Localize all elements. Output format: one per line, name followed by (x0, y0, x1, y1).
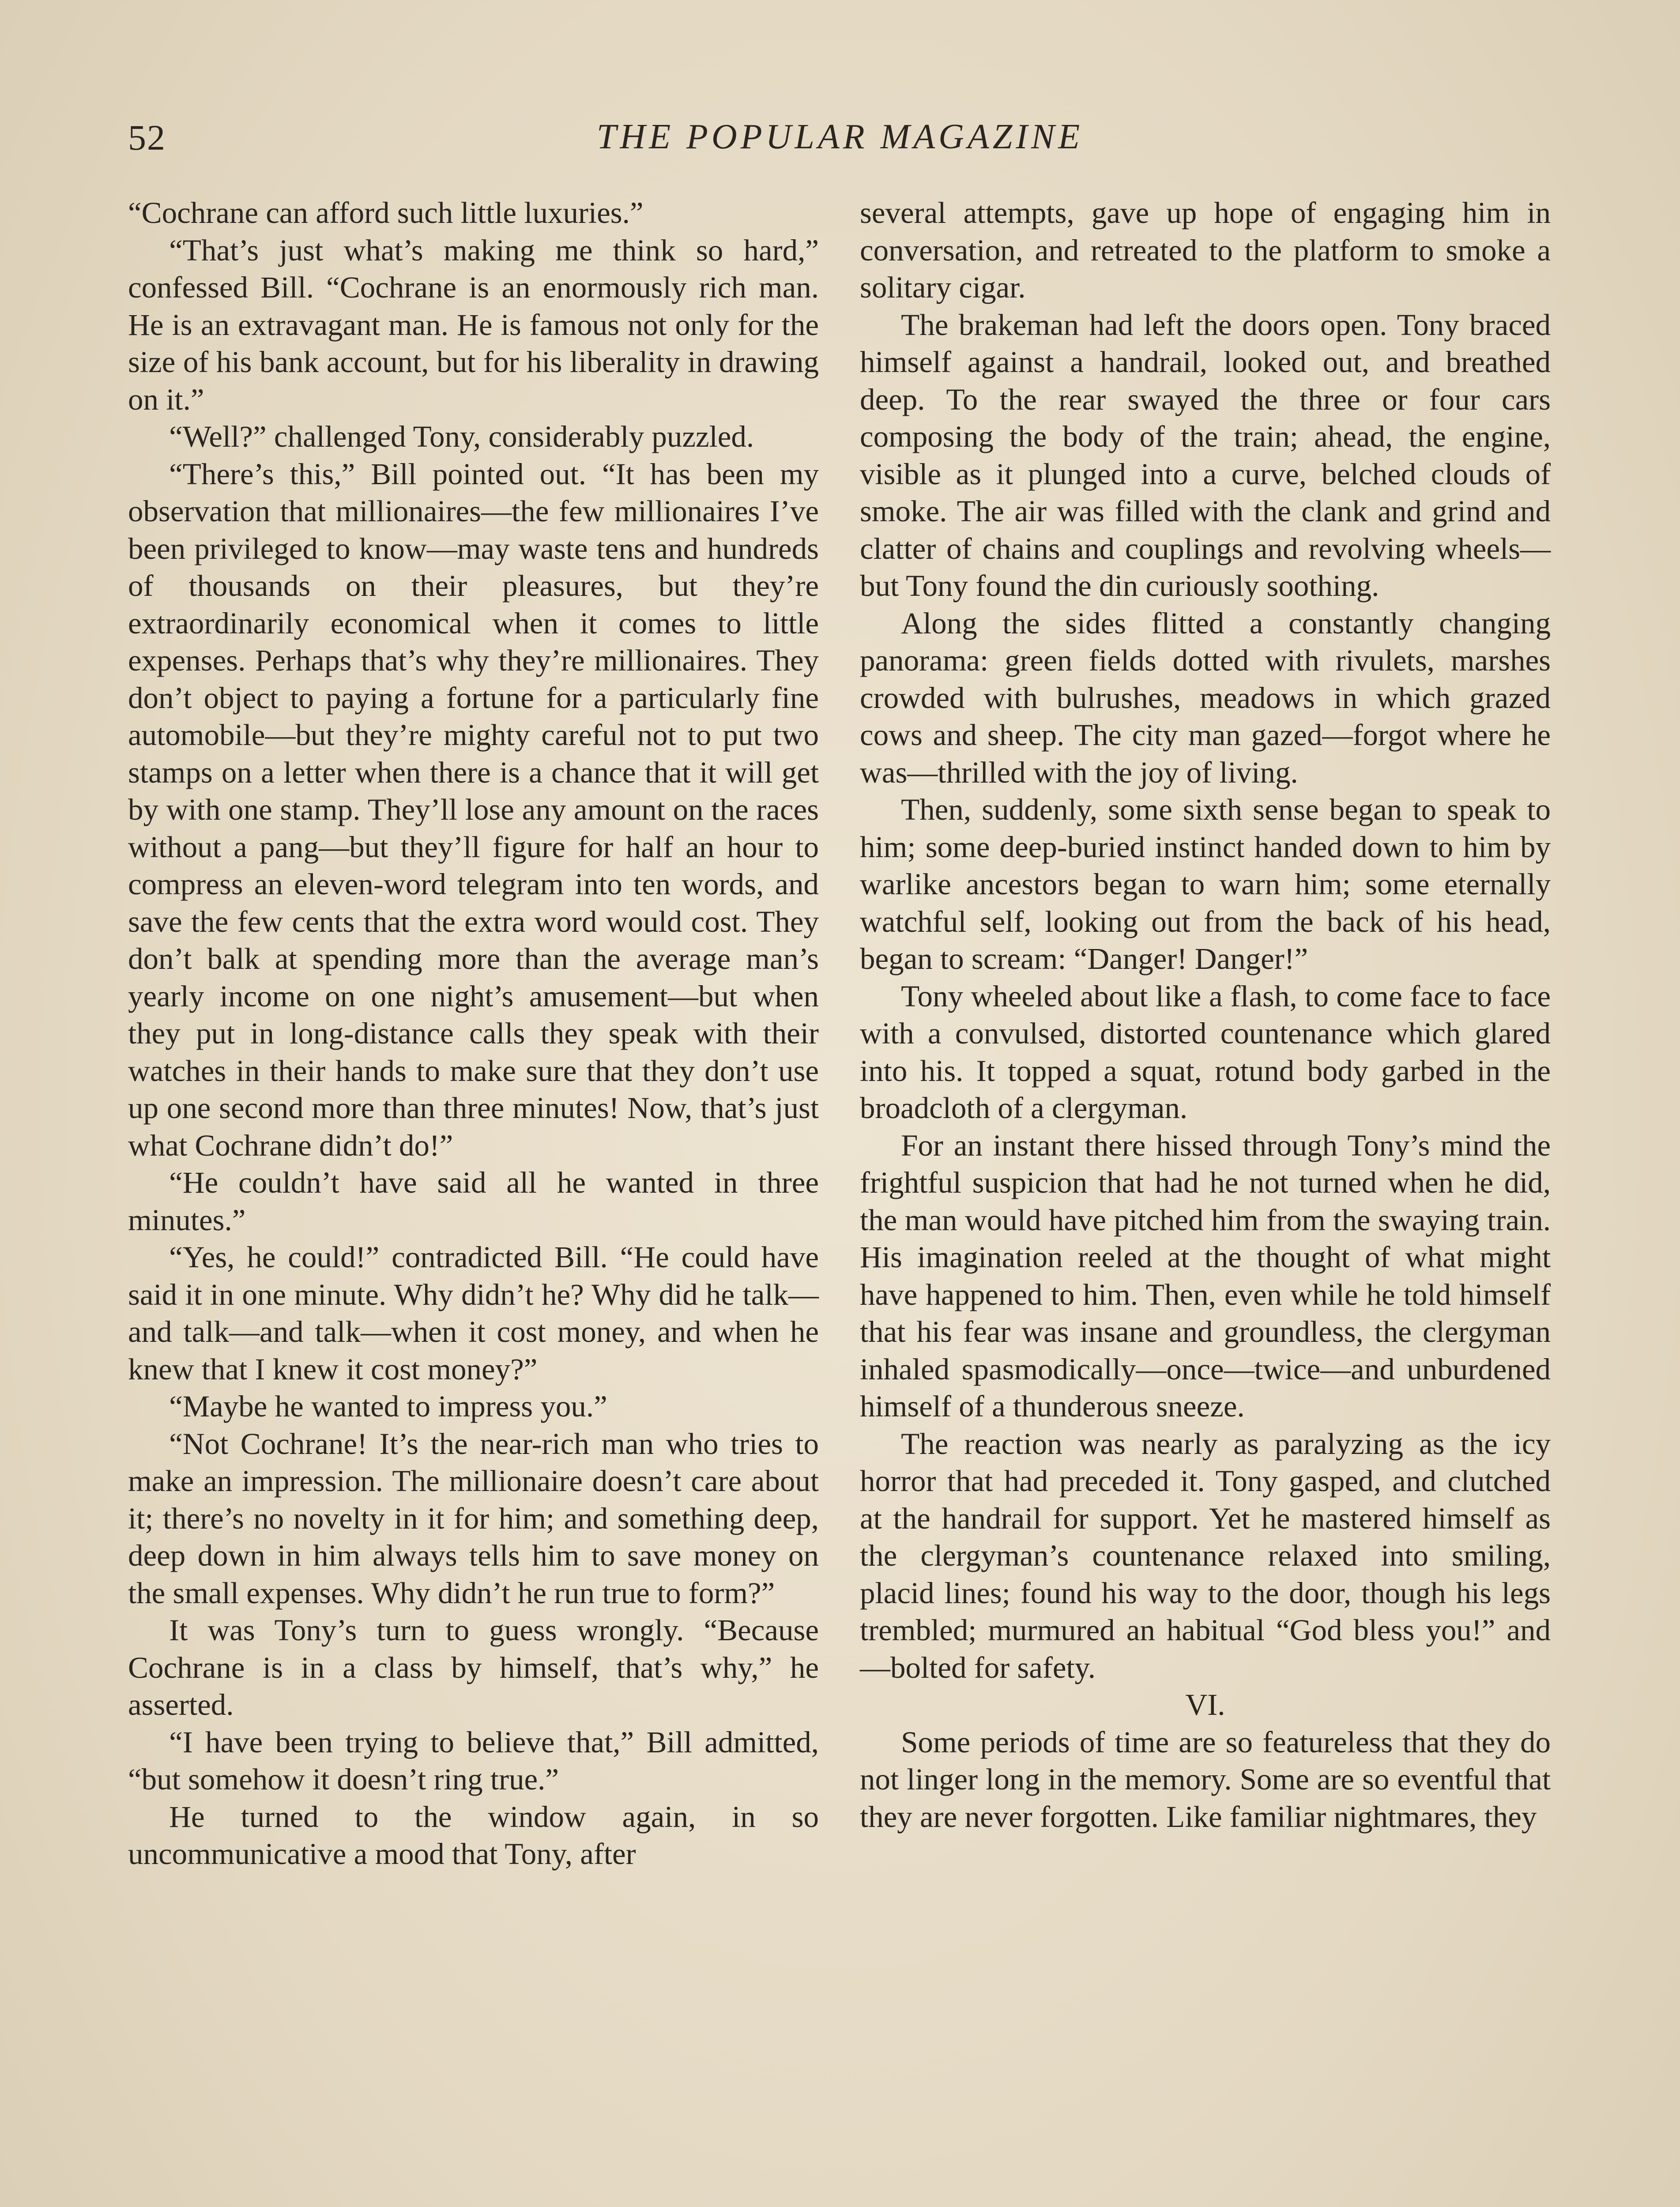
paragraph: He turned to the window again, in so uncommunicative a mood that Tony, after (128, 1800, 819, 1871)
paragraph: “Maybe he wanted to impress you.” (169, 1390, 607, 1423)
paragraph: Tony wheeled about like a flash, to come face to face with a convulsed, distorted countenance which glared into his. It topped a squat, rotund body garbed in the broadcloth of a clergyman. (860, 979, 1551, 1125)
paragraph: The reaction was nearly as paralyzing as the icy horror that had preceded it. Tony gasped, and clutched at the handrail for support. Yet he mastered himself as the clergyman’s countenance relaxed into smiling, placid lines; found his way to the door, though his legs trembled; murmured an habitual “God bless you!” and—bolted for safety. (860, 1427, 1551, 1684)
paragraph: The brakeman had left the doors open. Tony braced himself against a handrail, looked out, and breathed deep. To the rear swayed the three or four cars composing the body of the train; ahead, the engine, visible as it plunged into a curve, belched clouds of smoke. The air was filled with the clank and grind and clatter of chains and couplings and revolving wheels—but Tony found the din curiously soothing. (860, 308, 1551, 603)
paragraph: For an instant there hissed through Tony’s mind the frightful suspicion that had he not turned when he did, the man would have pitched him from the swaying train. His imagination reeled at the thought of what might have happened to him. Then, even while he told himself that his fear was insane and groundless, the clergyman inhaled spasmodically—once—twice—and unburdened himself of a thunderous sneeze. (860, 1128, 1551, 1423)
paragraph: Then, suddenly, some sixth sense began to speak to him; some deep-buried instinct handed down to him by warlike ancestors began to warn him; some eternally watchful self, looking out from the back of his head, began to scream: “Danger! Danger!” (860, 793, 1551, 975)
paragraph: It was Tony’s turn to guess wrongly. “Because Cochrane is in a class by himself, that’s why,” he asserted. (128, 1613, 819, 1721)
running-title: THE POPULAR MAGAZINE (596, 117, 1084, 156)
paragraph: Some periods of time are so featureless that they do not linger long in the memory. Some are so eventful that they are never forgotten. Like familiar nightmares, they (860, 1725, 1551, 1834)
paragraph: “Yes, he could!” contradicted Bill. “He could have said it in one minute. Why didn’t he? Why did he talk—and talk—and talk—when it cost money, and when he knew that I knew it cost money?” (128, 1240, 819, 1386)
paragraph: “That’s just what’s making me think so hard,” confessed Bill. “Cochrane is an enormously rich man. He is an extravagant man. He is famous not only for the size of his bank account, but for his liberality in drawing on it.” (128, 233, 819, 416)
paragraph: Along the sides flitted a constantly changing panorama: green fields dotted with rivulets, marshes crowded with bulrushes, meadows in which grazed cows and sheep. The city man gazed—forgot where he was—thrilled with the joy of living. (860, 606, 1551, 789)
paragraph: “Cochrane can afford such little luxuries.” (128, 196, 644, 230)
page-header (0, 113, 1680, 174)
page-number: 52 (128, 117, 166, 158)
paragraph: “Not Cochrane! It’s the near-rich man who tries to make an impression. The millionaire doesn’t care about it; there’s no novelty in it for him; and something deep, deep down in him always tells him to save money on the small expenses. Why didn’t he run true to form?” (128, 1427, 819, 1610)
paragraph: “He couldn’t have said all he wanted in three minutes.” (128, 1166, 819, 1237)
section-heading: VI. (1185, 1688, 1225, 1721)
paragraph: “I have been trying to believe that,” Bill admitted, “but somehow it doesn’t ring true.” (128, 1725, 819, 1796)
right-column (860, 194, 1551, 1835)
paragraph: “Well?” challenged Tony, considerably puzzled. (169, 420, 754, 453)
left-column (128, 194, 819, 1873)
paragraph: “There’s this,” Bill pointed out. “It has been my observation that millionaires—the few millionaires I’ve been privileged to know—may waste tens and hundreds of thousands on their pleasures, but they’re extraordinarily economical when it comes to little expenses. Perhaps that’s why they’re millionaires. They don’t object to paying a fortune for a particularly fine automobile—but they’re mighty careful not to put two stamps on a letter when there is a chance that it will get by with one stamp. They’ll lose any amount on the races without a pang—but they’ll figure for half an hour to compress an eleven-word telegram into ten words, and save the few cents that the extra word would cost. They don’t balk at spending more than the average man’s yearly income on one night’s amusement—but when they put in long-distance calls they speak with their watches in their hands to make sure that they don’t use up one second more than three minutes! Now, that’s just what Cochrane didn’t do!” (128, 457, 819, 1162)
paragraph-continuation: several attempts, gave up hope of engaging him in conversation, and retreated to the platform to smoke a solitary cigar. (860, 196, 1551, 304)
